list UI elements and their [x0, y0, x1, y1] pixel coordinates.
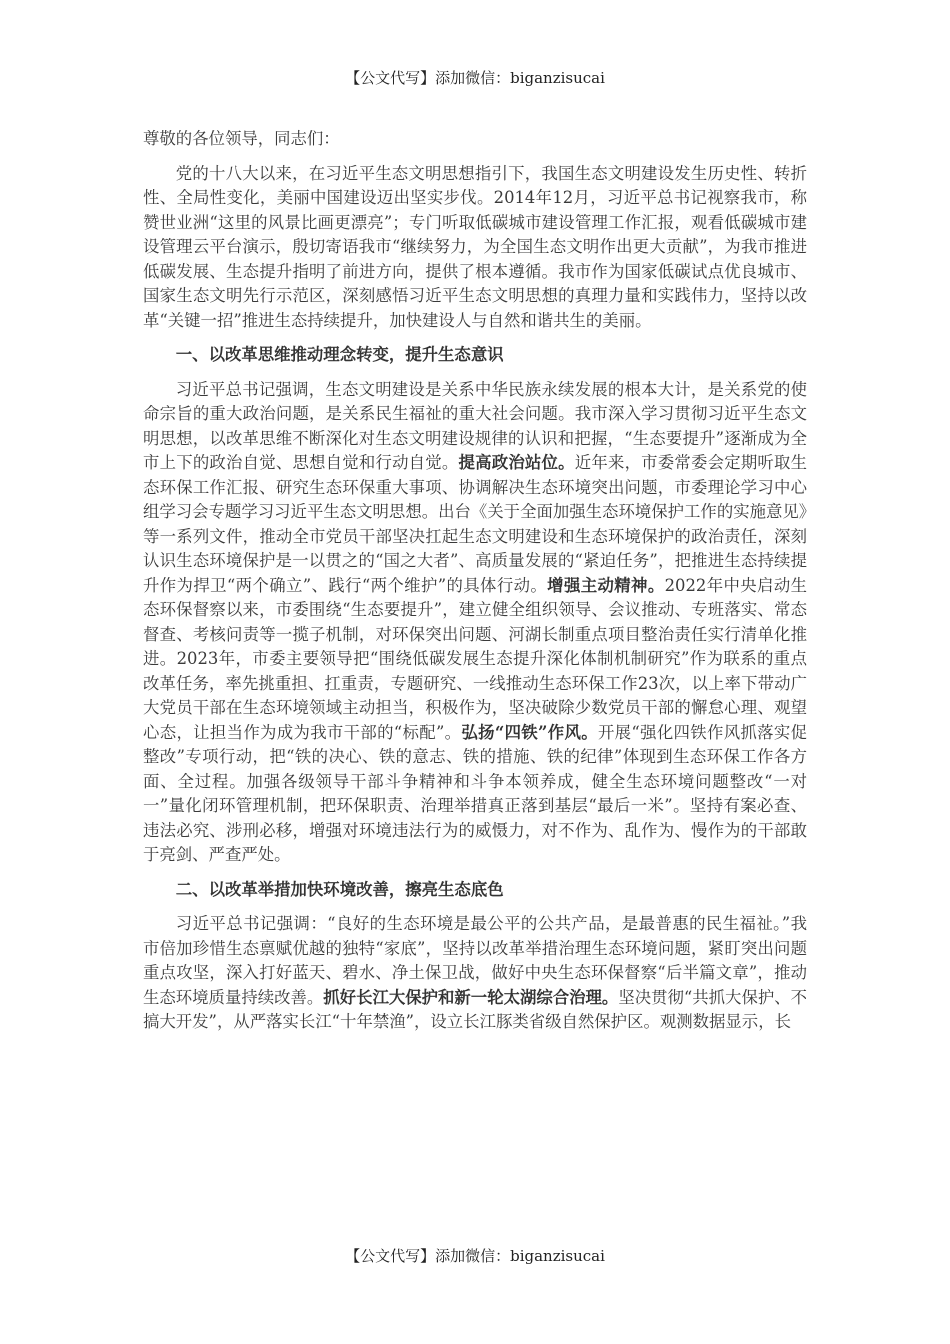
bold-lead-yangtze: 抓好长江大保护和新一轮太湖综合治理。	[323, 987, 619, 1007]
document-body	[143, 127, 807, 1045]
text-run: 2022年中央启动生态环保督察以来，市委围绕“生态要提升”，建立健全组织领导、会议推动、专班落实、常态督查、考核问责等一揽子机制，对环保突出问题、河湖长制重点项目整治责任实行清单化推进。2023年，市委主要领导把“围绕低碳发展生态提升深化体制机制研究”作为联系的重点改革任务，率先挑重担、扛重责，专题研究、一线推动生态环保工作23次，以上率下带动广大党员干部在生态环境领域主动担当，积极作为，坚决破除少数党员干部的懈怠心理、观望心态，让担当作为成为我市干部的“标配”。	[143, 575, 808, 742]
section-heading-2: 二、以改革举措加快环境改善，擦亮生态底色	[175, 879, 504, 899]
bold-lead-political-stance: 提高政治站位。	[458, 453, 575, 472]
section-heading-1: 一、以改革思维推动理念转变，提升生态意识	[175, 345, 504, 364]
text-run: 习近平总书记强调，生态文明建设是关系中华民族永续发展的根本大计，是关系党的使命宗旨的重大政治问题，是关系民生福祉的重大社会问题。我市深入学习贯彻习近平生态文明思想，以改革思维不断深化对生态文明建设规律的认识和把握，“生态要提升”逐渐成为全市上下的政治自觉、思想自觉和行动自觉。	[143, 379, 807, 472]
page-header: 【公文代写】添加微信：biganzisucai	[345, 69, 605, 87]
paragraph-section-1	[143, 378, 807, 868]
text-run: 习近平总书记强调：“良好的生态环境是最公平的公共产品，是最普惠的民生福祉。”我市倍加珍惜生态禀赋优越的独特“家底”，坚持以改革举措治理生态环境问题，紧盯突出问题重点攻坚，深入打好蓝天、碧水、净土保卫战，做好中央生态环保督察“后半篇文章”，推动生态环境质量持续改善。	[143, 914, 807, 1007]
salutation: 尊敬的各位领导，同志们：	[143, 129, 340, 148]
paragraph-intro: 党的十八大以来，在习近平生态文明思想指引下，我国生态文明建设发生历史性、转折性、全局性变化，美丽中国建设迈出坚实步伐。2014年12月，习近平总书记视察我市，称赞世业洲“这里的风景比画更漂亮”；专门听取低碳城市建设管理工作汇报，观看低碳城市建设管理云平台演示，殷切寄语我市“继续努力，为全国生态文明作出更大贡献”，为我市推进低碳发展、生态提升指明了前进方向，提供了根本遵循。我市作为国家低碳试点优良城市、国家生态文明先行示范区，深刻感悟习近平生态文明思想的真理力量和实践伟力，坚持以改革“关键一招”推进生态持续提升，加快建设人与自然和谐共生的美丽。	[143, 163, 807, 330]
paragraph-section-2	[143, 912, 807, 1035]
bold-lead-iron-style: 弘扬“四铁”作风。	[461, 722, 598, 742]
text-run: 近年来，市委常委会定期听取生态环保工作汇报、研究生态环保重大事项、协调解决生态环境突出问题，市委理论学习中心组学习会专题学习习近平生态文明思想。出台《关于全面加强生态环境保护工作的实施意见》等一系列文件，推动全市党员干部坚决扛起生态文明建设和生态环境保护的政治责任，深刻认识生态环境保护是一以贯之的“国之大者”、高质量发展的“紧迫任务”，把推进生态持续提升作为捍卫“两个确立”、践行“两个维护”的具体行动。	[143, 453, 808, 595]
page-footer: 【公文代写】添加微信：biganzisucai	[345, 1247, 605, 1265]
bold-lead-initiative: 增强主动精神。	[547, 575, 665, 595]
text-run: 坚决贯彻“共抓大保护、不搞大开发”，从严落实长江“十年禁渔”，设立长江豚类省级自然保护区。观测数据显示，长	[143, 987, 808, 1031]
text-run: 开展“强化四铁作风抓落实促整改”专项行动，把“铁的决心、铁的意志、铁的措施、铁的纪律”体现到生态环保工作各方面、全过程。加强各级领导干部斗争精神和斗争本领养成，健全生态环境问题整改“一对一”量化闭环管理机制，把环保职责、治理举措真正落到基层“最后一米”。坚持有案必查、违法必究、涉刑必移，增强对环境违法行为的威慑力，对不作为、乱作为、慢作为的干部敢于亮剑、严查严处。	[143, 722, 807, 864]
